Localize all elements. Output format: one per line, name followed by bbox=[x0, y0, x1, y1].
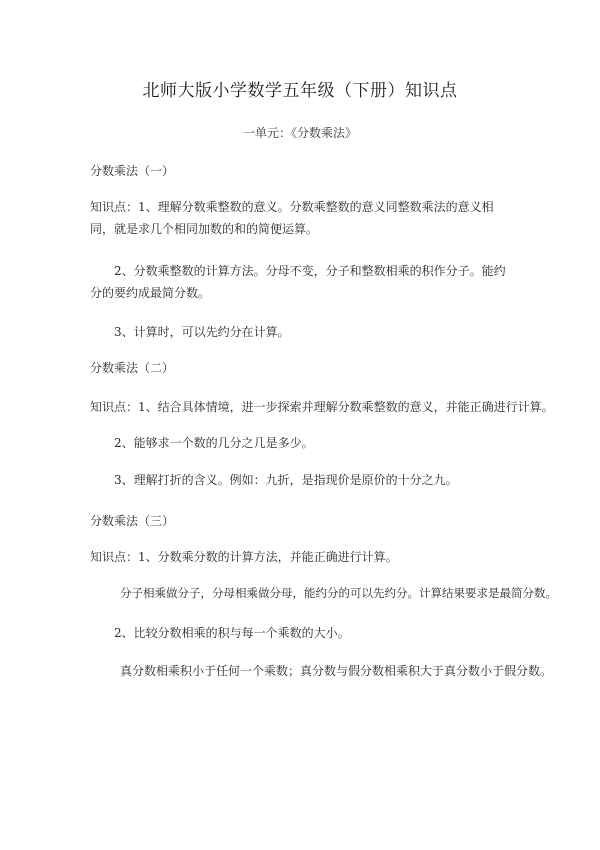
section-1-paragraph-1: 知识点：1、理解分数乘整数的意义。分数乘整数的意义同整数乘法的意义相同，就是求几个相同加数的和的简便运算。 bbox=[90, 200, 494, 236]
section-heading-3: 分数乘法（三） bbox=[90, 514, 175, 528]
section-heading-2: 分数乘法（二） bbox=[90, 361, 175, 375]
section-2-paragraph-3: 3、理解打折的含义。例如：九折，是指现价是原价的十分之九。 bbox=[114, 473, 458, 487]
unit-subtitle: 一单元：《分数乘法》 bbox=[242, 126, 357, 140]
section-3-paragraph-2: 分子相乘做分子，分母相乘做分母，能约分的可以先约分。计算结果要求是最简分数。 bbox=[120, 586, 557, 600]
section-1-paragraph-3: 3、计算时，可以先约分在计算。 bbox=[114, 325, 290, 339]
section-2-paragraph-1: 知识点：1、结合具体情境，进一步探索并理解分数乘整数的意义，并能正确进行计算。 bbox=[90, 400, 554, 414]
section-heading-1: 分数乘法（一） bbox=[90, 164, 175, 178]
section-2-paragraph-2: 2、能够求一个数的几分之几是多少。 bbox=[114, 436, 314, 450]
page-title: 北师大版小学数学五年级（下册）知识点 bbox=[142, 81, 458, 101]
section-1-paragraph-2: 2、分数乘整数的计算方法。分母不变，分子和整数相乘的积作分子。能约分的要约成最简分数。 bbox=[90, 264, 506, 300]
section-3-paragraph-1: 知识点：1、分数乘分数的计算方法，并能正确进行计算。 bbox=[90, 550, 398, 564]
section-3-paragraph-4: 真分数相乘积小于任何一个乘数；真分数与假分数相乘积大于真分数小于假分数。 bbox=[120, 664, 553, 678]
section-3-paragraph-3: 2、比较分数相乘的积与每一个乘数的大小。 bbox=[114, 626, 350, 640]
